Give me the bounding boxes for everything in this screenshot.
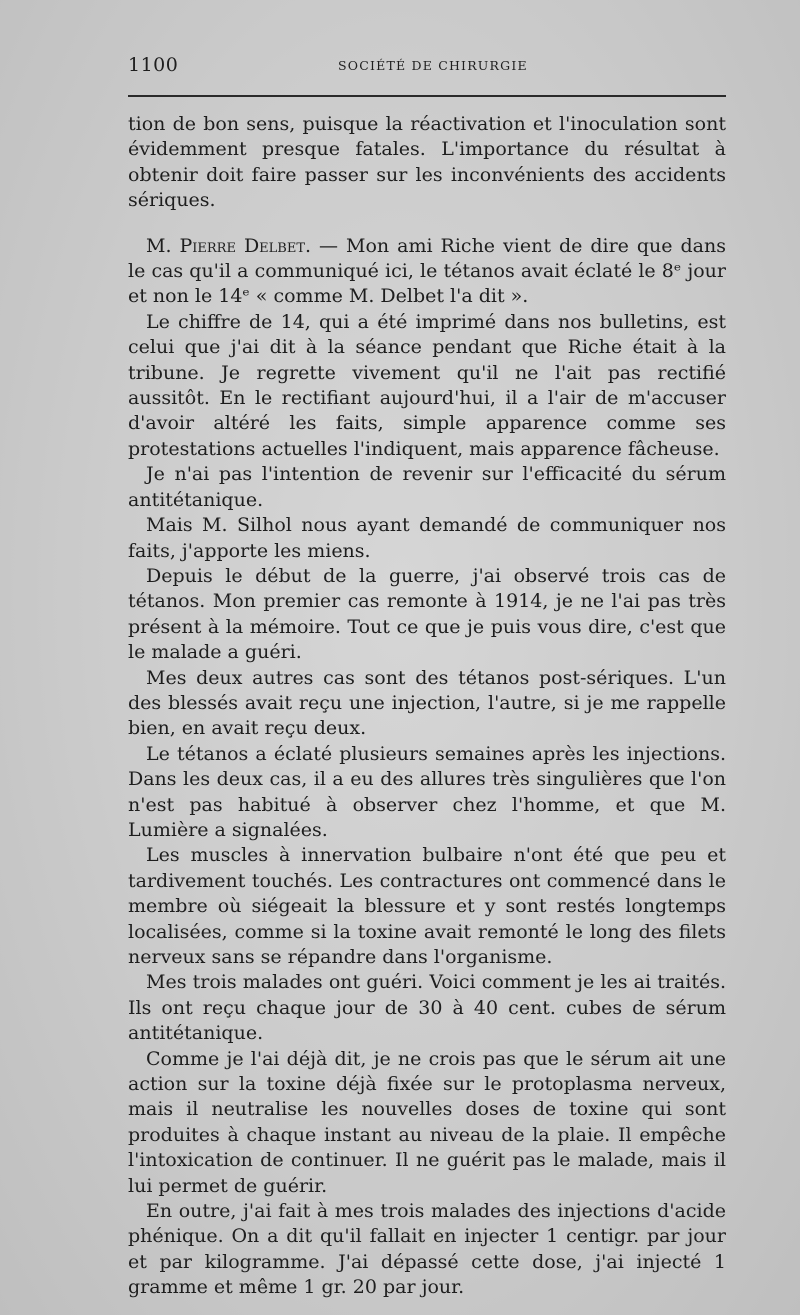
paragraph: Les muscles à innervation bulbaire n'ont été que peu et tardivement touchés. Les contractures ont commencé dans le membre où siégeait la blessure et y sont restés longtemps localisées, comme si la toxine avait remonté le long des filets nerveux sans se répandre dans l'organisme. — [128, 844, 726, 968]
paragraph: Depuis le début de la guerre, j'ai observé trois cas de tétanos. Mon premier cas remonte à 1914, je ne l'ai pas très présent à la mémoire. Tout ce que je puis vous dire, c'est que le malade a guéri. — [128, 564, 726, 664]
paragraph: Comme je l'ai déjà dit, je ne crois pas que le sérum ait une action sur la toxine déjà fixée sur le protoplasma nerveux, mais il neutralise les nouvelles doses de toxine qui sont produites à chaque instant au niveau de la plaie. Il empêche l'intoxication de continuer. Il ne guérit pas le malade, mais il lui permet de guérir. — [128, 1047, 726, 1197]
paragraph: Mes trois malades ont guéri. Voici comment je les ai traités. Ils ont reçu chaque jour de 30 à 40 cent. cubes de sérum antitétanique. — [128, 971, 726, 1045]
paragraph: Mais M. Silhol nous ayant demandé de communiquer nos faits, j'apporte les miens. — [128, 514, 726, 562]
page-header — [128, 52, 726, 82]
body-text — [128, 112, 726, 1301]
running-title: SOCIÉTÉ DE CHIRURGIE — [338, 58, 528, 73]
paragraph: tion de bon sens, puisque la réactivation et l'inoculation sont évidemment presque fatales. L'importance du résultat à obtenir doit faire passer sur les inconvénients des accidents sériques. — [128, 113, 726, 212]
paragraph — [128, 234, 726, 310]
paragraph: Je n'ai pas l'intention de revenir sur l'efficacité du sérum antitétanique. — [128, 463, 726, 511]
paragraph: Le tétanos a éclaté plusieurs semaines après les injections. Dans les deux cas, il a eu des allures très singulières que l'on n'est pas habitué à observer chez l'homme, et que M. Lumière a signalées. — [128, 742, 726, 841]
speaker-name: M. Pierre Delbet. — [146, 234, 312, 257]
page-number: 1100 — [128, 54, 179, 76]
header-rule — [128, 95, 726, 97]
paragraph: Mes deux autres cas sont des tétanos post-sériques. L'un des blessés avait reçu une injection, l'autre, si je me rappelle bien, en avait reçu deux. — [128, 666, 726, 740]
paragraph: Le chiffre de 14, qui a été imprimé dans nos bulletins, est celui que j'ai dit à la séance pendant que Riche était à la tribune. Je regrette vivement qu'il ne l'ait pas rectifié aussitôt. En le rectifiant aujourd'hui, il a l'air de m'accuser d'avoir altéré les faits, simple apparence comme ses protestations actuelles l'indiquent, mais apparence fâcheuse. — [128, 310, 726, 460]
paragraph: En outre, j'ai fait à mes trois malades des injections d'acide phénique. On a dit qu'il fallait en injecter 1 centigr. par jour et par kilogramme. J'ai dépassé cette dose, j'ai injecté 1 gramme et même 1 gr. 20 par jour. — [128, 1200, 726, 1299]
paragraph-text: — Mon ami Riche vient de dire que dans le cas qu'il a communiqué ici, le tétanos avait éclaté le 8ᵉ jour et non le 14ᵉ « comme M. Delbet l'a dit ». — [128, 234, 726, 308]
